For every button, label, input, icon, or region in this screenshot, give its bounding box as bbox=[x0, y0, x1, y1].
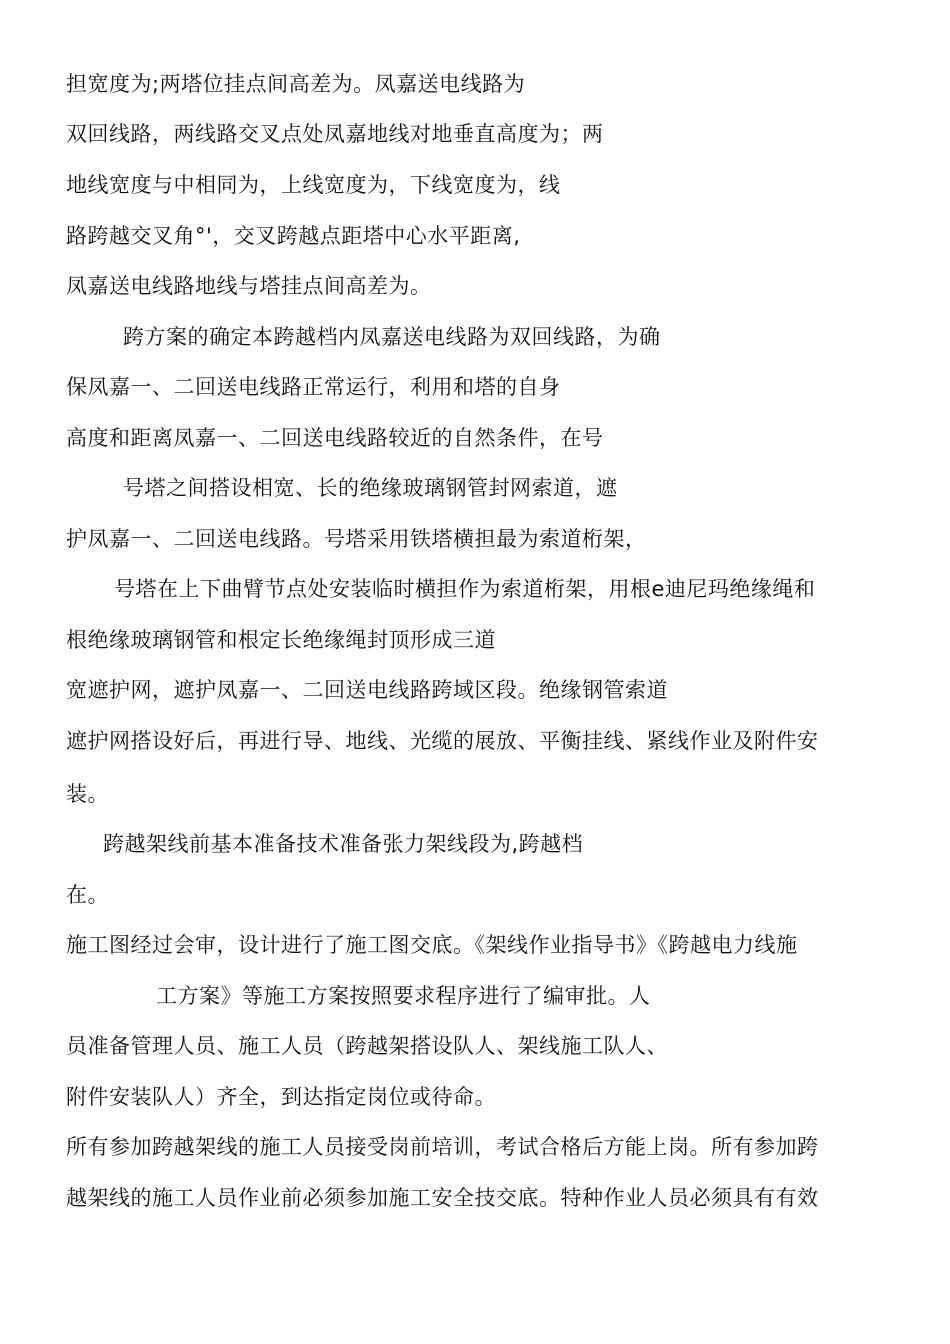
text-line: 担宽度为;两塔位挂点间高差为。凤嘉送电线路为 bbox=[66, 72, 526, 96]
text-line: 保凤嘉一、二回送电线路正常运行，利用和塔的自身 bbox=[66, 375, 561, 399]
text-line: 地线宽度与中相同为，上线宽度为，下线宽度为，线 bbox=[66, 173, 561, 197]
text-line: 宽遮护网，遮护凤嘉一、二回送电线路跨域区段。绝缘钢管索道 bbox=[66, 678, 668, 702]
text-line: 双回线路，两线路交叉点处凤嘉地线对地垂直高度为；两 bbox=[66, 122, 604, 146]
text-line: 号塔在上下曲臂节点处安装临时横担作为索道桁架，用根e迪尼玛绝缘绳和 bbox=[114, 577, 816, 601]
text-line: 附件安装队人）齐全，到达指定岗位或待命。 bbox=[66, 1085, 496, 1109]
text-line: 越架线的施工人员作业前必须参加施工安全技交底。特种作业人员必须具有有效 bbox=[66, 1186, 819, 1210]
text-line: 路跨越交叉角°'，交叉跨越点距塔中心水平距离, bbox=[66, 224, 521, 248]
text-line: 跨越架线前基本准备技术准备张力架线段为,跨越档 bbox=[103, 832, 584, 856]
text-line: 装。 bbox=[66, 782, 109, 806]
text-line: 所有参加跨越架线的施工人员接受岗前培训，考试合格后方能上岗。所有参加跨 bbox=[66, 1135, 819, 1159]
text-line: 根绝缘玻璃钢管和根定长绝缘绳封顶形成三道 bbox=[66, 628, 496, 652]
text-line: 护凤嘉一、二回送电线路。号塔采用铁塔横担最为索道桁架， bbox=[66, 527, 647, 551]
text-line: 在。 bbox=[66, 883, 109, 907]
text-line: 号塔之间搭设相宽、长的绝缘玻璃钢管封网索道，遮 bbox=[123, 476, 618, 500]
text-line: 高度和距离凤嘉一、二回送电线路较近的自然条件，在号 bbox=[66, 426, 604, 450]
text-line: 凤嘉送电线路地线与塔挂点间高差为。 bbox=[66, 274, 432, 298]
text-line: 员准备管理人员、施工人员（跨越架搭设队人、架线施工队人、 bbox=[66, 1034, 668, 1058]
text-line: 工方案》等施工方案按照要求程序进行了编审批。人 bbox=[156, 984, 651, 1008]
text-line: 施工图经过会审，设计进行了施工图交底。《架线作业指导书》《跨越电力线施 bbox=[66, 933, 798, 957]
text-line: 遮护网搭设好后，再进行导、地线、光缆的展放、平衡挂线、紧线作业及附件安 bbox=[66, 729, 819, 753]
text-line: 跨方案的确定本跨越档内凤嘉送电线路为双回线路，为确 bbox=[123, 325, 661, 349]
